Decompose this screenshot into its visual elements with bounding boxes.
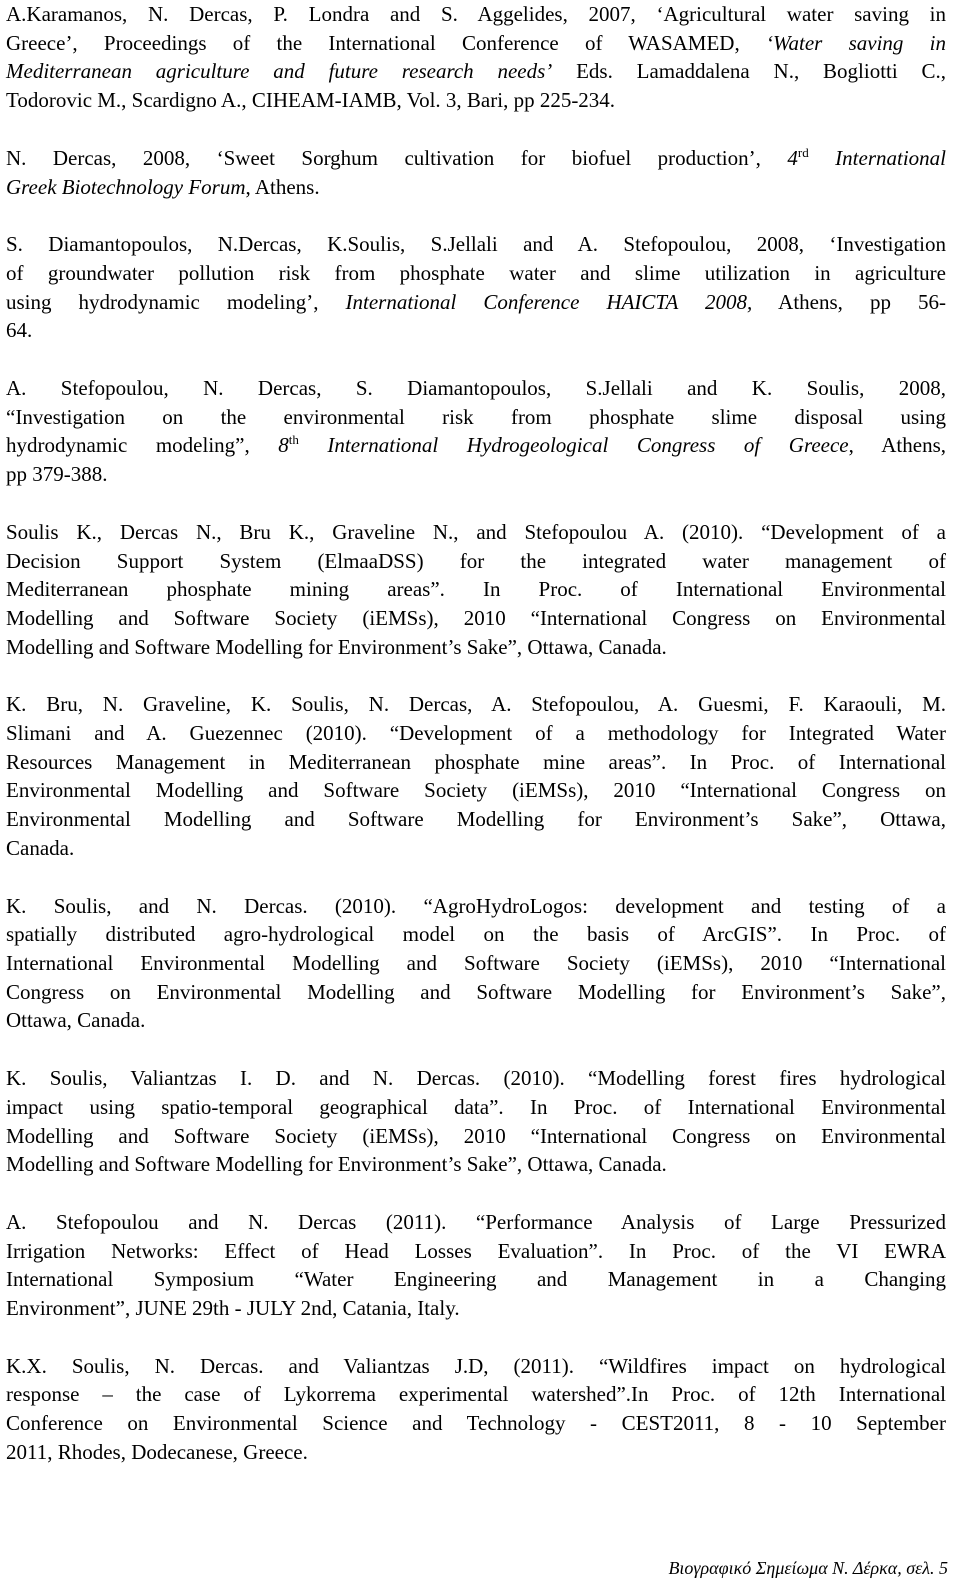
reference-text: 4 [787, 145, 798, 170]
reference-line [6, 316, 946, 345]
reference-text: S. Diamantopoulos, N.Dercas, K.Soulis, S.Jellali and A. Stefopoulou, 2008, ‘Investigation [6, 232, 946, 257]
reference-text: Resources Management in Mediterranean phosphate mine areas”. In Proc. of International [6, 749, 946, 774]
reference-text: International [835, 145, 946, 170]
reference-line [6, 288, 946, 317]
reference-text: Eds. Lamaddalena N., Bogliotti C., [552, 59, 946, 84]
reference-line [6, 547, 946, 576]
reference-text: Modelling and Software Society (iEMSs), 2010 “International Congress on Environmental [6, 1123, 946, 1148]
reference-text: Slimani and A. Guezennec (2010). “Development of a methodology for Integrated Water [6, 721, 946, 746]
reference-text: International Environmental Modelling and Software Society (iEMSs), 2010 “International [6, 950, 946, 975]
reference-text: A. Stefopoulou and N. Dercas (2011). “Performance Analysis of Large Pressurized [6, 1209, 946, 1234]
reference-line [6, 144, 946, 173]
reference-line [6, 57, 946, 86]
reference-text: pp 379-388. [6, 462, 108, 487]
reference-line [6, 1150, 946, 1179]
reference-text: Athens, pp 56- [752, 289, 946, 314]
reference-text: A.Karamanos, N. Dercas, P. Londra and S. Aggelides, 2007, ‘Agricultural water saving in [6, 2, 946, 26]
reference-text: hydrodynamic modeling”, [6, 433, 279, 458]
reference-line [6, 604, 946, 633]
reference-text: th [288, 432, 299, 448]
reference-text: International Hydrogeological Congress of Greece [327, 433, 849, 458]
reference-text [299, 433, 328, 457]
reference-text: International Symposium “Water Engineering and Management in a Changing [6, 1267, 946, 1292]
reference-line [6, 1294, 946, 1323]
reference-text: Mediterranean agriculture and future research needs’ [6, 59, 553, 84]
reference-line [6, 834, 946, 863]
reference-line [6, 1409, 946, 1438]
reference-text: Modelling and Software Modelling for Environment’s Sake”, Ottawa, Canada. [6, 634, 667, 659]
reference-text: Modelling and Software Society (iEMSs), 2010 “International Congress on Environmental [6, 605, 946, 630]
reference-entry [6, 230, 946, 345]
reference-line [6, 690, 946, 719]
reference-line [6, 259, 946, 288]
reference-text: , Athens. [245, 174, 320, 199]
reference-text: K. Soulis, Valiantzas I. D. and N. Dercas. (2010). “Modelling forest fires hydrological [6, 1066, 946, 1091]
reference-text: 8 [278, 433, 289, 458]
reference-line [6, 403, 946, 432]
reference-entry [6, 690, 946, 862]
reference-text: impact using spatio-temporal geographical data”. In Proc. of International Environmental [6, 1094, 946, 1119]
reference-line [6, 575, 946, 604]
reference-text: Environmental Modelling and Software Society (iEMSs), 2010 “International Congress on [6, 778, 946, 803]
reference-text: Conference on Environmental Science and Technology - CEST2011, 8 - 10 September [6, 1411, 946, 1436]
reference-text: A. Stefopoulou, N. Dercas, S. Diamantopoulos, S.Jellali and K. Soulis, 2008, [6, 376, 946, 401]
reference-line [6, 920, 946, 949]
reference-text: Congress on Environmental Modelling and Software Modelling for Environment’s Sake”, [6, 979, 946, 1004]
reference-text: Mediterranean phosphate mining areas”. In Proc. of International Environmental [6, 577, 946, 602]
reference-line [6, 1265, 946, 1294]
reference-line [6, 1237, 946, 1266]
reference-text: Ottawa, Canada. [6, 1008, 146, 1033]
reference-line [6, 978, 946, 1007]
reference-text: Todorovic M., Scardigno A., CIHEAM-IAMB, Vol. 3, Bari, pp 225-234. [6, 88, 616, 113]
reference-line [6, 518, 946, 547]
reference-text: Environment”, JUNE 29th - JULY 2nd, Catania, Italy. [6, 1296, 460, 1321]
reference-text: 64. [6, 318, 33, 343]
reference-text: , Athens, [848, 433, 947, 458]
reference-entry [6, 1208, 946, 1323]
reference-line [6, 374, 946, 403]
reference-line [6, 1438, 946, 1467]
reference-text: International Conference HAICTA 2008, [345, 289, 753, 314]
reference-text: K. Soulis, and N. Dercas. (2010). “AgroHydroLogos: development and testing of a [6, 893, 946, 918]
reference-line [6, 29, 946, 58]
reference-line [6, 1064, 946, 1093]
reference-line [6, 949, 946, 978]
reference-line [6, 719, 946, 748]
page-footer: Βιογραφικό Σημείωμα Ν. Δέρκα, σελ. 5 [668, 1558, 948, 1578]
reference-text: K. Bru, N. Graveline, K. Soulis, N. Dercas, A. Stefopoulou, A. Guesmi, F. Karaouli, M. [6, 692, 946, 717]
reference-entry [6, 1352, 946, 1467]
reference-entry [6, 144, 946, 201]
reference-text: Irrigation Networks: Effect of Head Losses Evaluation”. In Proc. of the VI EWRA [6, 1238, 946, 1263]
reference-line [6, 460, 946, 489]
reference-entry [6, 518, 946, 662]
reference-entry [6, 0, 946, 115]
reference-text: N. Dercas, 2008, ‘Sweet Sorghum cultivation for biofuel production’, [6, 145, 788, 170]
reference-text: ‘Water saving in [765, 30, 946, 55]
reference-text: Environmental Modelling and Software Modelling for Environment’s Sake”, Ottawa, [6, 807, 946, 832]
reference-entry [6, 1064, 946, 1179]
reference-line [6, 1352, 946, 1381]
reference-line [6, 633, 946, 662]
reference-entry [6, 892, 946, 1036]
reference-line [6, 1006, 946, 1035]
reference-line [6, 431, 946, 460]
reference-text: response – the case of Lykorrema experimental watershed”.In Proc. of 12th International [6, 1382, 946, 1407]
reference-text: Modelling and Software Modelling for Environment’s Sake”, Ottawa, Canada. [6, 1152, 667, 1177]
reference-text: of groundwater pollution risk from phosphate water and slime utilization in agriculture [6, 260, 946, 285]
reference-line [6, 0, 946, 29]
reference-text: spatially distributed agro-hydrological model on the basis of ArcGIS”. In Proc. of [6, 922, 946, 947]
reference-text: Canada. [6, 835, 75, 860]
reference-text: Greek Biotechnology Forum [6, 174, 246, 199]
reference-line [6, 805, 946, 834]
reference-text: Greece’, Proceedings of the International Conference of WASAMED, [6, 30, 766, 55]
reference-text: “Investigation on the environmental risk from phosphate slime disposal using [6, 404, 946, 429]
reference-entry [6, 374, 946, 489]
reference-line [6, 1093, 946, 1122]
reference-line [6, 86, 946, 115]
reference-text: K.X. Soulis, N. Dercas. and Valiantzas J.D, (2011). “Wildfires impact on hydrological [6, 1353, 946, 1378]
reference-line [6, 1380, 946, 1409]
reference-line [6, 892, 946, 921]
reference-text: Decision Support System (ElmaaDSS) for the integrated water management of [6, 548, 946, 573]
reference-line [6, 173, 946, 202]
reference-text [809, 146, 835, 170]
reference-line [6, 1122, 946, 1151]
reference-line [6, 748, 946, 777]
reference-text: Soulis K., Dercas N., Bru K., Graveline N., and Stefopoulou A. (2010). “Development of a [6, 519, 946, 544]
reference-line [6, 230, 946, 259]
reference-line [6, 776, 946, 805]
reference-text: rd [797, 144, 809, 160]
reference-text: using hydrodynamic modeling’, [6, 289, 346, 314]
reference-line [6, 1208, 946, 1237]
references-list [6, 0, 946, 1496]
reference-text: 2011, Rhodes, Dodecanese, Greece. [6, 1439, 308, 1464]
